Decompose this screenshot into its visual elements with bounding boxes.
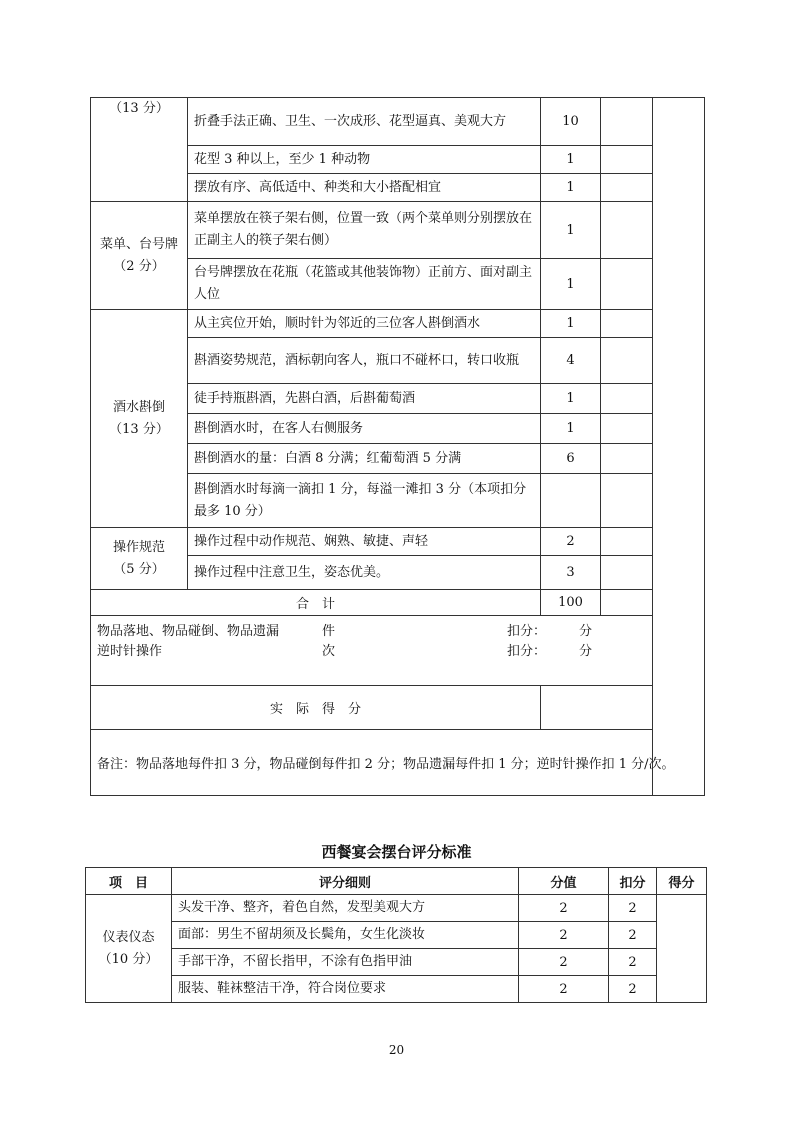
table-row xyxy=(86,949,707,976)
western-banquet-scoring-table xyxy=(85,867,707,1003)
note-cell: 备注：物品落地每件扣 3 分，物品碰倒每件扣 2 分；物品遗漏每件扣 1 分；逆时针操作扣 1 分/次。 xyxy=(91,730,705,796)
category-cell xyxy=(86,895,172,1003)
criteria-cell: 斟倒酒水时每滴一滴扣 1 分，每溢一滩扣 3 分（本项扣分最多 10 分） xyxy=(188,474,541,528)
deduction-deduct-label: 扣分： xyxy=(507,644,547,659)
category-points: （2 分） xyxy=(113,258,165,274)
score-cell: 1 xyxy=(541,384,601,414)
score-cell: 3 xyxy=(541,556,601,590)
category-points: （13 分） xyxy=(109,421,169,437)
criteria-cell: 服装、鞋袜整洁干净，符合岗位要求 xyxy=(172,976,519,1003)
actual-score-value[interactable] xyxy=(541,686,705,730)
category-points: （10 分） xyxy=(98,951,159,967)
category-points: （13 分） xyxy=(109,101,169,116)
deduct-cell[interactable] xyxy=(601,98,653,146)
score-cell: 2 xyxy=(519,922,609,949)
criteria-cell: 摆放有序、高低适中、种类和大小搭配相宜 xyxy=(188,174,541,202)
deduction-unit2: 分 xyxy=(579,644,593,659)
header-row xyxy=(86,868,707,895)
deduct-cell[interactable] xyxy=(601,444,653,474)
criteria-cell: 操作过程中注意卫生，姿态优美。 xyxy=(188,556,541,590)
deduction-deduct-label: 扣分： xyxy=(507,624,547,639)
category-name: 酒水斟倒 xyxy=(112,399,165,415)
score-cell: 2 xyxy=(519,895,609,922)
criteria-cell: 台号牌摆放在花瓶（花篮或其他装饰物）正前方、面对副主人位 xyxy=(188,259,541,310)
page-number: 20 xyxy=(388,1043,405,1057)
criteria-cell: 面部：男生不留胡须及长鬓角，女生化淡妆 xyxy=(172,922,519,949)
deduct-cell: 2 xyxy=(609,895,657,922)
deduction-line xyxy=(97,642,646,662)
header-score: 分值 xyxy=(519,868,609,895)
deduct-cell[interactable] xyxy=(601,528,653,556)
deduct-cell[interactable] xyxy=(601,384,653,414)
criteria-cell: 斟倒酒水时，在客人右侧服务 xyxy=(188,414,541,444)
deduction-unit: 次 xyxy=(322,644,336,659)
note-row xyxy=(91,730,705,796)
criteria-cell: 手部干净，不留长指甲，不涂有色指甲油 xyxy=(172,949,519,976)
category-points: （5 分） xyxy=(113,561,165,577)
total-label: 合 计 xyxy=(91,590,541,616)
table-row xyxy=(86,895,707,922)
category-cell xyxy=(91,98,188,202)
criteria-cell: 花型 3 种以上，至少 1 种动物 xyxy=(188,146,541,174)
deduct-cell[interactable] xyxy=(601,590,653,616)
deduct-cell[interactable] xyxy=(601,174,653,202)
score-cell: 1 xyxy=(541,414,601,444)
score-cell: 1 xyxy=(541,259,601,310)
criteria-cell: 徒手持瓶斟酒，先斟白酒，后斟葡萄酒 xyxy=(188,384,541,414)
category-cell xyxy=(91,202,188,310)
table-row xyxy=(86,922,707,949)
category-name: 菜单、台号牌 xyxy=(99,236,178,252)
score-cell: 2 xyxy=(519,976,609,1003)
category-name: 仪表仪态 xyxy=(102,929,155,945)
score-cell: 1 xyxy=(541,146,601,174)
deduct-cell: 2 xyxy=(609,976,657,1003)
deductions-row xyxy=(91,616,705,686)
header-final: 得分 xyxy=(657,868,707,895)
banquet-scoring-table-continued xyxy=(90,97,705,796)
criteria-cell: 折叠手法正确、卫生、一次成形、花型逼真、美观大方 xyxy=(188,98,541,146)
header-deduct: 扣分 xyxy=(609,868,657,895)
table-row xyxy=(86,976,707,1003)
criteria-cell: 斟酒姿势规范，酒标朝向客人，瓶口不碰杯口，转口收瓶 xyxy=(188,338,541,384)
score-cell: 2 xyxy=(541,528,601,556)
deduct-cell[interactable] xyxy=(601,202,653,259)
deduct-cell[interactable] xyxy=(601,310,653,338)
score-cell: 4 xyxy=(541,338,601,384)
score-cell: 1 xyxy=(541,310,601,338)
category-name: 操作规范 xyxy=(112,539,165,555)
score-cell xyxy=(541,474,601,528)
deduct-cell: 2 xyxy=(609,949,657,976)
score-cell: 1 xyxy=(541,202,601,259)
final-score-cell[interactable] xyxy=(657,895,707,1003)
actual-score-label: 实 际 得 分 xyxy=(91,686,541,730)
criteria-cell: 操作过程中动作规范、娴熟、敏捷、声轻 xyxy=(188,528,541,556)
deduct-cell[interactable] xyxy=(601,474,653,528)
deduct-cell[interactable] xyxy=(601,414,653,444)
total-score: 100 xyxy=(541,590,601,616)
score-cell: 1 xyxy=(541,174,601,202)
deduction-label: 逆时针操作 xyxy=(97,644,163,659)
section-title: 西餐宴会摆台评分标准 xyxy=(321,843,472,861)
deduct-cell[interactable] xyxy=(601,556,653,590)
header-item: 项 目 xyxy=(86,868,172,895)
deduct-cell[interactable] xyxy=(601,338,653,384)
score-cell: 10 xyxy=(541,98,601,146)
header-criteria: 评分细则 xyxy=(172,868,519,895)
deduct-cell: 2 xyxy=(609,922,657,949)
criteria-cell: 斟倒酒水的量：白酒 8 分满；红葡萄酒 5 分满 xyxy=(188,444,541,474)
deductions-cell xyxy=(91,616,653,686)
deduct-cell[interactable] xyxy=(601,259,653,310)
table-row xyxy=(91,98,705,146)
deduction-unit2: 分 xyxy=(579,624,593,639)
table-row xyxy=(91,202,705,259)
deduction-unit: 件 xyxy=(322,624,336,639)
criteria-cell: 菜单摆放在筷子架右侧，位置一致（两个菜单则分别摆放在正副主人的筷子架右侧） xyxy=(188,202,541,259)
table-row xyxy=(91,310,705,338)
deduction-line xyxy=(97,622,646,642)
actual-score-row xyxy=(91,686,705,730)
category-cell xyxy=(91,310,188,528)
criteria-cell: 从主宾位开始，顺时针为邻近的三位客人斟倒酒水 xyxy=(188,310,541,338)
score-cell: 6 xyxy=(541,444,601,474)
deduction-label: 物品落地、物品碰倒、物品遗漏 xyxy=(97,624,280,639)
score-cell: 2 xyxy=(519,949,609,976)
table-row xyxy=(91,528,705,556)
total-row xyxy=(91,590,705,616)
deduct-cell[interactable] xyxy=(601,146,653,174)
category-cell xyxy=(91,528,188,590)
criteria-cell: 头发干净、整齐，着色自然，发型美观大方 xyxy=(172,895,519,922)
